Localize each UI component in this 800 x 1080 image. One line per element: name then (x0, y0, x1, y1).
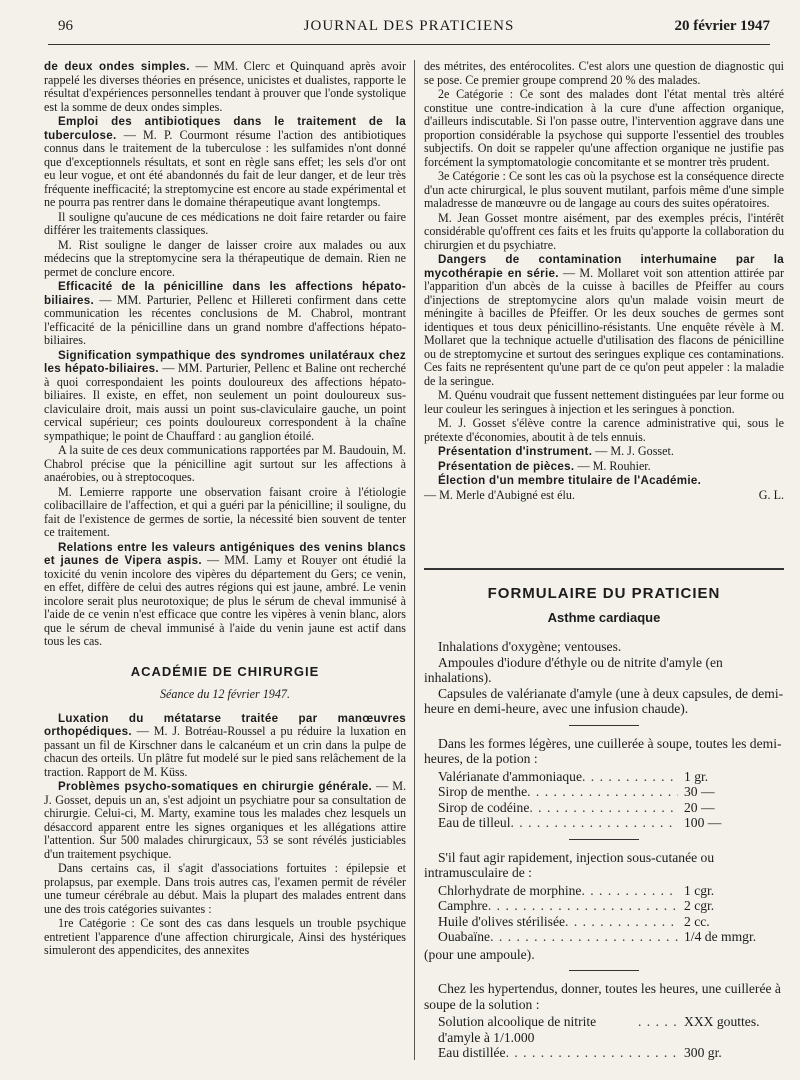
paragraph (424, 445, 784, 459)
right-column (424, 60, 784, 503)
separator (569, 725, 639, 726)
prescription-line: Chez les hypertendus, donner, toutes les heures, une cuillerée à soupe de la solution : (424, 981, 781, 1012)
formulaire-subtitle: Asthme cardiaque (547, 609, 661, 625)
paragraph-heading: Signification sympathique des syndromes unilatéraux chez les hépato-biliaires. (44, 348, 406, 375)
leader-dots (529, 800, 678, 816)
formulaire-title: FORMULAIRE DU PRATICIEN (487, 585, 721, 602)
prescription-line: Inhalations d'oxygène; ventouses. (438, 639, 622, 654)
ingredient-qty: 1 gr. (684, 768, 709, 784)
journal-title: JOURNAL DES PRATICIENS (303, 18, 515, 34)
header-rule (48, 44, 770, 45)
paragraph-text: — MM. Parturier, Pellenc et Baline ont recherché à quoi correspondaient les points douloureux des affections hépato-biliaires. Il existe, en effet, non seulement un point douloureux sus-claviculaire droit, mais aussi un point sus-claviculaire gauche, un point cervical supérieur; ces points douloureux correspondent à la chaîne sympathique; le point de Chauffard : au ganglion étoilé. (44, 361, 406, 443)
paragraph-text: — MM. Clerc et Quinquand après avoir rappelé les diverses théories en présence, unicistes et dualistes, rapporte le résultat d'expériences personnelles tendant à prouver que l'onde systolique est la somme de deux ondes simples. (44, 59, 406, 114)
leader-dots (506, 1045, 678, 1061)
recipe-row (438, 800, 784, 816)
leader-dots (582, 769, 678, 785)
paragraph-heading: Problèmes psycho-somatiques en chirurgie générale. (58, 780, 373, 793)
recipe-row (438, 883, 784, 899)
recipe-row (438, 914, 784, 930)
injection-recipe (438, 883, 784, 945)
paragraph-heading: de deux ondes simples. (44, 60, 190, 73)
leader-dots (581, 883, 678, 899)
paragraph: M. Jean Gosset montre aisément, par des exemples précis, l'intérêt considérable qu'offrent ces faits et les fruits qu'apporte la collaboration du chirurgien et du psychiatre. (424, 210, 784, 252)
paragraph (44, 115, 406, 210)
ingredient-qty: 300 gr. (684, 1045, 722, 1060)
prescription-line: Capsules de valérianate d'amyle (une à deux capsules, de demi-heure en demi-heure, avec une infusion chaude). (424, 685, 784, 716)
paragraph (44, 780, 406, 861)
recipe-row (438, 1014, 784, 1045)
ingredient-qty: 2 cgr. (684, 898, 715, 913)
ingredient-qty: 100 — (684, 815, 722, 830)
paragraph-text: — M. Mollaret voit son attention attirée par l'apparition d'un abcès de la cuisse à bacilles de Pfeiffer au cours d'injections de streptomycine alors qu'un malade voisin meurt de méningite à bacilles de Pfeiffer. Or les deux souches de germes sont identiques et tous deux pénicillino-résistants. Une enquête révèle à M. Mollaret que la technique actuelle d'utilisation des flacons de pénicilline ou de streptomycine et surtout des seringues explique ces contaminations. Ces faits ne représentent qu'une part de ce qu'on peut appeler : la maladie de la seringue. (424, 265, 784, 388)
paragraph-heading: Efficacité de la pénicilline dans les affections hépato-biliaires. (44, 280, 406, 307)
prescription-line: Dans les formes légères, une cuillerée à soupe, toutes les demi-heures, de la potion : (424, 735, 782, 766)
paragraph-text: — M. P. Courmont résume l'action des antibiotiques connus dans le traitement de la tuberculose : les sulfamides n'ont donné que d'exceptionnels résultats, et sont en règle sans effet; les sels d'or ont eu leur vogue, et ont été abandonnés du fait de leur danger, et de leur très fréquente inefficacité; la streptomycine est encore au stade expérimental et ne pourra pas rentrer dans le domaine thérapeutique avant longtemps. (44, 127, 406, 209)
ingredient-name: Eau distillée (438, 1045, 506, 1060)
section-title: ACADÉMIE DE CHIRURGIE (130, 663, 320, 679)
paragraph-heading: Élection d'un membre titulaire de l'Académie. (438, 474, 702, 487)
paragraph: 1re Catégorie : Ce sont des cas dans lesquels un trouble psychique entretient l'apparence d'une affection chirurgicale, Ainsi des hystériques simuleront des appendicites, des annexites (44, 916, 406, 957)
separator (569, 970, 639, 971)
column-divider (414, 60, 415, 1060)
recipe-row (438, 1045, 784, 1061)
formulaire-section (424, 570, 784, 1063)
paragraph (424, 489, 784, 503)
paragraph-text: — M. Merle d'Aubigné est élu. (424, 487, 575, 502)
ingredient-qty: 1/4 de mmgr. (684, 929, 757, 944)
paragraph: M. J. Gosset s'élève contre la carence administrative qui, sous le prétexte d'économies, aboutit à de tels ennuis. (424, 416, 784, 444)
ingredient-name: Valérianate d'ammoniaque (438, 768, 582, 784)
ingredient-qty: XXX gouttes. (684, 1014, 760, 1029)
ingredient-qty: 20 — (684, 799, 715, 815)
leader-dots (527, 784, 678, 800)
paragraph (44, 280, 406, 348)
recipe-row (438, 929, 784, 945)
recipe-row (438, 898, 784, 914)
leader-dots (638, 1014, 678, 1030)
ingredient-name: Sirop de codéine (438, 799, 530, 815)
paragraph: 2e Catégorie : Ce sont des malades dont l'état mental très altéré constitue une contre-indication à la cure d'une affection organique, d'ailleurs indiscutable. Si l'on passe outre, l'intervention aggrave dans une proportion considérable la psychose qui supporte l'essentiel des troubles subjectifs. On doit se rappeler qu'une affection organique ne justifie pas forcément la symptomatologie concomitante et se montrer très prudent. (424, 87, 784, 169)
ingredient-name: Eau de tilleul (438, 815, 511, 830)
session-date: Séance du 12 février 1947. (160, 687, 290, 701)
paragraph-heading: Emploi des antibiotiques dans le traitement de la tuberculose. (44, 115, 406, 142)
paragraph: Dans certains cas, il s'agit d'associations fortuites : épilepsie et prolapsus, par exemple. Dans trois autres cas, l'examen permit de révéler une tumeur cérébrale au début. Mais la plupart des malades entrent dans une des trois catégories suivantes : (44, 861, 406, 916)
paragraph (44, 60, 406, 114)
paragraph-text: — M. Rouhier. (577, 458, 651, 473)
leader-dots (510, 815, 678, 831)
paragraph-text: — M. J. Gosset, depuis un an, s'est adjoint un psychiatre pour sa consultation de chirurgie. Celui-ci, M. Marty, examine tous les malades chez lesquels un désaccord apparent entre les signes organiques et les allégations attire l'attention. Sur 500 malades chirurgicaux, 53 se sont révélés justiciables d'un traitement psychique. (44, 779, 406, 861)
recipe-row (438, 769, 784, 785)
paragraph (44, 712, 406, 780)
ingredient-name: Huile d'olives stérilisée (438, 913, 566, 929)
ingredient-name: Solution alcoolique de nitrite d'amyle à 1/1.000 (438, 1014, 597, 1045)
paragraph-heading: Présentation de pièces. (438, 459, 575, 473)
prescription-line: Ampoules d'iodure d'éthyle ou de nitrite d'amyle (en inhalations). (424, 654, 723, 685)
leader-dots (488, 898, 678, 914)
ingredient-qty: 1 cgr. (684, 882, 715, 898)
paragraph-text: — M. J. Gosset. (595, 444, 674, 458)
paragraph-heading: Luxation du métatarse traitée par manœuvres orthopédiques. (44, 711, 406, 738)
paragraph: des métrites, des entérocolites. C'est alors une question de diagnostic qui se pose. Ce premier groupe comprend 20 % des malades. (424, 59, 784, 87)
ingredient-name: Sirop de menthe (438, 784, 528, 799)
issue-date: 20 février 1947 (674, 18, 770, 34)
potion-recipe (438, 769, 784, 831)
paragraph (424, 474, 784, 488)
solution-recipe (438, 1014, 784, 1061)
paragraph: M. Lemierre rapporte une observation faisant croire à l'étiologie colibacillaire de l'affection, et qui a guéri par la pénicilline; il souligne, du fait de l'existence de germes de sortie, la nécessité bien souvent de tenter ce traitement. (44, 484, 406, 539)
page-header (48, 14, 770, 42)
paragraph: Il souligne qu'aucune de ces médications ne doit faire retarder ou faire différer les traitements classiques. (44, 209, 406, 237)
page-number: 96 (58, 18, 73, 34)
paragraph-text: — M. J. Botréau-Roussel a pu réduire la luxation en passant un fil de Kirschner dans le calcanéum et un crin dans la pulpe de chacun des orteils. Un plâtre fut modelé sur le pied sans relâchement de la traction. Rapport de M. Küss. (44, 724, 406, 779)
paragraph (44, 541, 406, 649)
ingredient-name: Camphre (438, 898, 488, 913)
prescription-line: (pour une ampoule). (424, 946, 535, 962)
paragraph-heading: Dangers de contamination interhumaine par la mycothérapie en série. (424, 253, 784, 280)
paragraph: M. Quénu voudrait que fussent nettement distinguées par leur forme ou leur couleur les seringues à injection et les seringues à ponction. (424, 388, 784, 416)
paragraph-text: — MM. Lamy et Rouyer ont étudié la toxicité du venin incolore des vipères du département du Gers; ce venin, en effet, diffère de celui des autres régions qui est jaune, ambré. Le venin incolore serait plus neurotoxique; de plus le sérum de cheval immunisé à l'aide de ce venin n'est efficace que contre les vipères à venin blanc, alors que le sérum de cheval immunisé à l'aide du venin jaune est actif dans tous les cas. (44, 553, 406, 648)
paragraph (424, 253, 784, 388)
ingredient-name: Ouabaïne (438, 929, 491, 944)
paragraph: A la suite de ces deux communications rapportées par M. Baudouin, M. Chabrol précise que la pénicilline agit surtout sur les affections à anaérobies, ou à streptocoques. (44, 443, 406, 484)
leader-dots (490, 929, 678, 945)
ingredient-qty: 30 — (684, 784, 715, 799)
recipe-row (438, 815, 784, 831)
ingredient-name: Chlorhydrate de morphine (438, 882, 582, 898)
ingredient-qty: 2 cc. (684, 913, 710, 929)
leader-dots (565, 914, 678, 930)
left-column (44, 60, 406, 959)
paragraph: M. Rist souligne le danger de laisser croire aux malades ou aux médecins que la streptomycine sera la thérapeutique de demain. Rien ne permet de conclure encore. (44, 237, 406, 279)
paragraph (424, 460, 784, 474)
paragraph-heading: Relations entre les valeurs antigéniques des venins blancs et jaunes de Vipera aspis. (44, 540, 406, 567)
recipe-row (438, 784, 784, 800)
author-initials: G. L. (758, 487, 784, 502)
paragraph (44, 349, 406, 444)
prescription-line: S'il faut agir rapidement, injection sous-cutanée ou intramusculaire de : (424, 849, 715, 880)
paragraph-heading: Présentation d'instrument. (438, 445, 593, 458)
paragraph-text: — MM. Parturier, Pellenc et Hillereti confirment dans cette communication les récentes conclusions de M. Chabrol, montrant l'efficacité de la pénicilline dans un grand nombre d'affections hépato-biliaires. (44, 292, 406, 347)
separator (569, 839, 639, 840)
paragraph: 3e Catégorie : Ce sont les cas où la psychose est la conséquence directe d'un acte chirurgical, le plus souvent mutilant, parfois même d'une simple maladresse de manœuvre ou de langage au cours des suites opératoires. (424, 169, 784, 210)
